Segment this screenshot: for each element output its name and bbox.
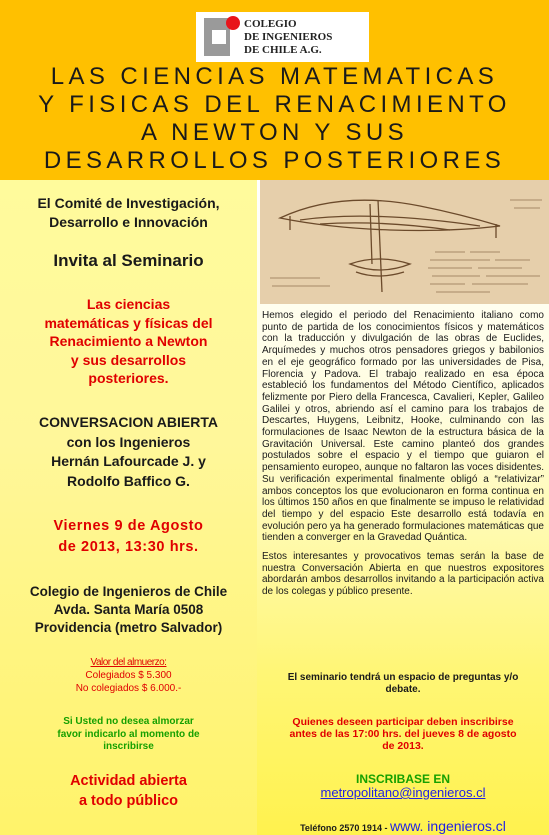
logo: [196, 12, 369, 62]
title-line: LAS CIENCIAS MATEMATICAS: [50, 63, 499, 90]
conversation-block: CONVERSACION ABIERTA con los Ingenieros Hernán Lafourcade J. y Rodolfo Baffico G.: [39, 414, 218, 489]
contact-footer: [262, 818, 544, 834]
event-address: Colegio de Ingenieros de Chile Avda. Santa María 0508 Providencia (metro Salvador): [29, 584, 228, 635]
logo-mark-icon: [204, 18, 234, 56]
title-line: DESARROLLOS POSTERIORES: [43, 147, 506, 174]
paragraph: Hemos elegido el periodo del Renacimiento italiano como punto de partida de los conocimientos físicos y matemáticos con la traducción y divulgación de las obras de Euclides, Arquímedes y muchos otros pensadores griegos y babilonios en el eje geográfico formado por las universidades de Pisa, Florencia y Padova. El trabajo realizado en esa época estableció los fundamentos del Método Científico, aplicados felizmente por Piero della Francesca, Cavalieri, Kepler, Galileo Galilei y otros, abriendo así el camino para los trabajos de Descartes, Huygens, Leibnitz, Hooke, culminando con las formulaciones de Isaac Newton de la estructura básica de la Gravitación Universal. Este camino planteó dos grandes postulados sobre el espacio y el tiempo que guiaron el pensamiento europeo, aunque no faltaron las voces disidentes. Su verificación experimental finalmente obligó a “relativizar” ambos conceptos los que evolucionaron en forma continua en los últimos 150 años en que finalmente se impuso le relatividad del tiempo y del espacio Este desarrollo está todavía en evolución pero ya ha generado formulaciones matemáticas que tienden a converger en la Gravedad Quántica.: [262, 310, 544, 544]
seminar-title: Las ciencias matemáticas y físicas del Renacimiento a Newton y sus desarrollos posteriores.: [44, 296, 213, 386]
register-note: Quienes deseen participar deben inscribirse antes de las 17:00 hrs. del jueves 8 de agosto de 2013.: [289, 716, 517, 752]
event-date: Viernes 9 de Agosto de 2013, 13:30 hrs.: [53, 518, 204, 555]
invite-heading: Invita al Seminario: [53, 251, 204, 270]
lunch-price: Valor del almuerzo: Colegiados $ 5.300 No colegiados $ 6.000.-: [0, 656, 257, 695]
title-line: A NEWTON Y SUS: [141, 119, 408, 146]
email-link-wrapper: [262, 787, 544, 801]
paragraph: Estos interesantes y provocativos temas serán la base de nuestra Conversación Abierta en que nuestros expositores abordarán ambos desarrollos invitando a la participación activa de los colegas y público presente.: [262, 551, 544, 598]
da-vinci-helicopter-sketch-image: [260, 180, 549, 304]
price-label: Valor del almuerzo:: [90, 657, 167, 668]
committee-text: El Comité de Investigación, Desarrollo e Innovación: [37, 195, 220, 230]
website-link[interactable]: www. ingenieros.cl: [389, 818, 506, 834]
title-line: Y FISICAS DEL RENACIMIENTO: [38, 91, 511, 118]
header-banner: [0, 0, 549, 180]
phone-text: Teléfono 2570 1914 -: [300, 823, 388, 833]
email-link[interactable]: metropolitano@ingenieros.cl: [320, 785, 486, 800]
page-title: [0, 63, 549, 175]
open-activity: Actividad abierta a todo público: [70, 773, 187, 809]
questions-note: El seminario tendrá un espacio de preguntas y/o debate.: [287, 672, 519, 695]
inscribase-heading: INSCRIBASE EN: [355, 772, 450, 786]
lunch-note: Si Usted no desea almorzar favor indicarlo al momento de inscribirse: [57, 716, 200, 752]
logo-text: COLEGIO DE INGENIEROS DE CHILE A.G.: [244, 18, 333, 56]
description-text: [262, 310, 544, 605]
